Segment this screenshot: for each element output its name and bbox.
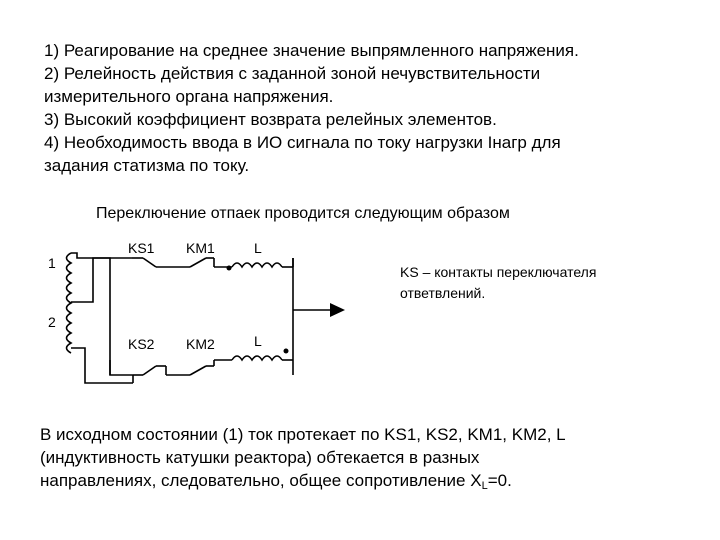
tap2-lead <box>71 258 132 302</box>
list-item: 2) Релейность действия с заданной зоной нечувствительности <box>44 64 541 83</box>
tap2-label: 2 <box>48 314 56 330</box>
paragraph-text: направлениях, следовательно, общее сопротивление X <box>40 471 482 490</box>
km2-contact <box>190 366 206 375</box>
polarity-dot-l2 <box>284 349 289 354</box>
l2-label: L <box>254 333 262 349</box>
paragraph-text: =0. <box>487 471 512 490</box>
ks1-label: KS1 <box>128 240 155 256</box>
tap1-lead <box>71 253 133 375</box>
note-line: ответвлений. <box>400 285 486 301</box>
list-item: задания статизма по току. <box>44 156 250 175</box>
legend-note <box>400 262 700 304</box>
list-item: 1) Реагирование на среднее значение выпрямленного напряжения. <box>44 41 579 60</box>
output-arrow <box>330 303 345 317</box>
note-line: KS – контакты переключателя <box>400 264 597 280</box>
km1-label: KM1 <box>186 240 215 256</box>
list-item: измерительного органа напряжения. <box>44 87 334 106</box>
diagram-heading: Переключение отпаек проводится следующим образом <box>96 205 510 222</box>
subscript-l: L <box>481 480 488 492</box>
km2-label: KM2 <box>186 336 215 352</box>
list-item: 4) Необходимость ввода в ИО сигнала по току нагрузки Iнагр для <box>44 133 561 152</box>
lower-lead <box>71 348 133 383</box>
paragraph-line: (индуктивность катушки реактора) обтекается в разных <box>40 448 480 467</box>
polarity-dot-l1 <box>227 266 232 271</box>
km1-contact <box>190 258 206 267</box>
explanation-paragraph <box>40 423 710 492</box>
ks2-contact <box>143 366 156 375</box>
ks1-contact <box>143 258 156 267</box>
reactor-l1 <box>232 263 282 267</box>
reactor-l2 <box>232 356 282 360</box>
paragraph-line <box>40 469 710 492</box>
tap1-label: 1 <box>48 255 56 271</box>
list-item: 3) Высокий коэффициент возврата релейных элементов. <box>44 110 497 129</box>
l1-label: L <box>254 240 262 256</box>
ks2-label: KS2 <box>128 336 155 352</box>
transformer-winding <box>67 253 72 353</box>
paragraph-line: В исходном состоянии (1) ток протекает по KS1, KS2, KM1, KM2, L <box>40 425 566 444</box>
